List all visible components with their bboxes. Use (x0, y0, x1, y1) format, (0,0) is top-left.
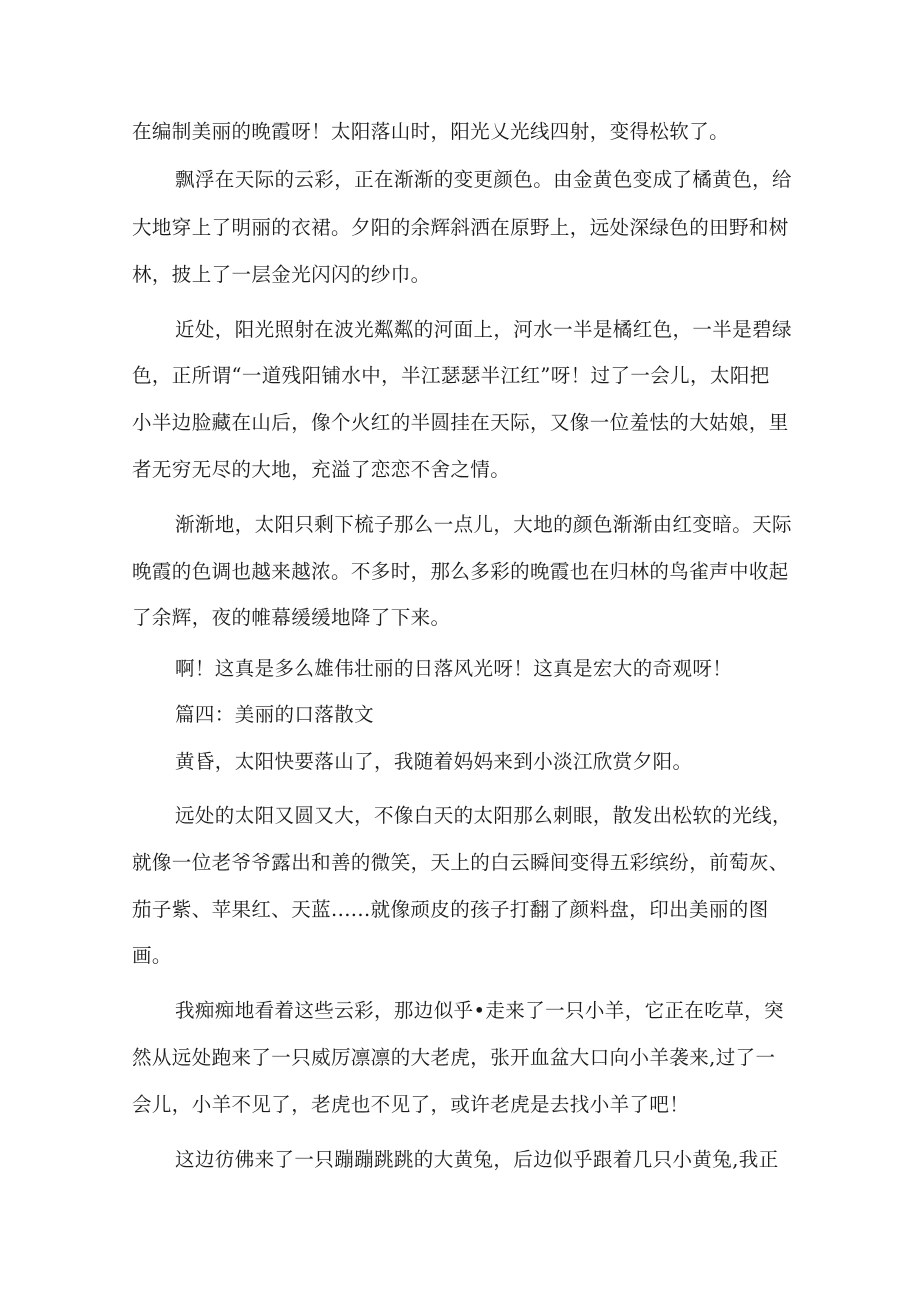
text-line-5: 近处，阳光照射在波光粼粼的河面上，河水一半是橘红色，一半是碧绿 (175, 318, 792, 341)
text-line-19: 我痴痴地看着这些云彩，那边似乎•走来了一只小羊，它正在吃草，突 (175, 999, 784, 1022)
text-line-17: 茄子紫、苹果红、天蓝......就像顽皮的孩子打翻了颜料盘，印出美丽的图 (132, 898, 769, 921)
text-line-11: 了余辉，夜的帷幕缓缓地降了下来。 (132, 606, 451, 629)
text-line-15: 远处的太阳又圆又大，不像白天的太阳那么刺眼，散发出松软的光线， (175, 804, 792, 827)
section-heading: 篇四：美丽的口落散文 (175, 703, 375, 726)
text-line-4: 林，披上了一层金光闪闪的纱巾。 (132, 263, 431, 286)
text-line-9: 渐渐地，太阳只剩下梳子那么一点儿，大地的颜色渐渐由红变暗。天际 (175, 513, 792, 536)
text-line-7: 小半边脸藏在山后，像个火红的半圆挂在天际，又像一位羞怯的大姑娘，里 (132, 411, 789, 434)
text-line-2: 飘浮在天际的云彩，正在渐渐的变更颜色。由金黄色变成了橘黄色，给 (175, 168, 792, 191)
text-line-12: 啊！这真是多么雄伟壮丽的日落风光呀！这真是宏大的奇观呀！ (175, 657, 733, 680)
text-line-6: 色，正所谓“一道残阳铺水中，半江瑟瑟半江红”呀！过了一会儿，太阳把 (132, 364, 770, 387)
text-line-20: 然从远处跑来了一只威厉凛凛的大老虎，张开血盆大口向小羊袭来,过了一 (132, 1046, 776, 1069)
text-line-8: 者无穷无尽的大地，充溢了恋恋不舍之情。 (132, 458, 511, 481)
text-line-21: 会儿，小羊不见了，老虎也不见了，或许老虎是去找小羊了吧！ (132, 1093, 690, 1116)
text-line-1: 在编制美丽的晚霞呀！太阳落山时，阳光乂光线四射，变得松软了。 (132, 120, 730, 143)
text-line-14: 黄昏，太阳快要落山了，我随着妈妈来到小淡江欣赏夕阳。 (175, 750, 693, 773)
text-line-10: 晚霞的色调也越来越浓。不多时，那么多彩的晚霞也在归林的鸟雀声中收起 (132, 560, 789, 583)
text-line-22: 这边彷佛来了一只蹦蹦跳跳的大黄兔，后边似乎跟着几只小黄兔,我正 (175, 1148, 779, 1171)
text-line-18: 画。 (132, 944, 172, 967)
text-line-3: 大地穿上了明丽的衣裙。夕阳的余辉斜洒在原野上，远处深绿色的田野和树 (132, 216, 789, 239)
text-line-16: 就像一位老爷爷露出和善的微笑，天上的白云瞬间变得五彩缤纷，前萄灰、 (132, 851, 789, 874)
